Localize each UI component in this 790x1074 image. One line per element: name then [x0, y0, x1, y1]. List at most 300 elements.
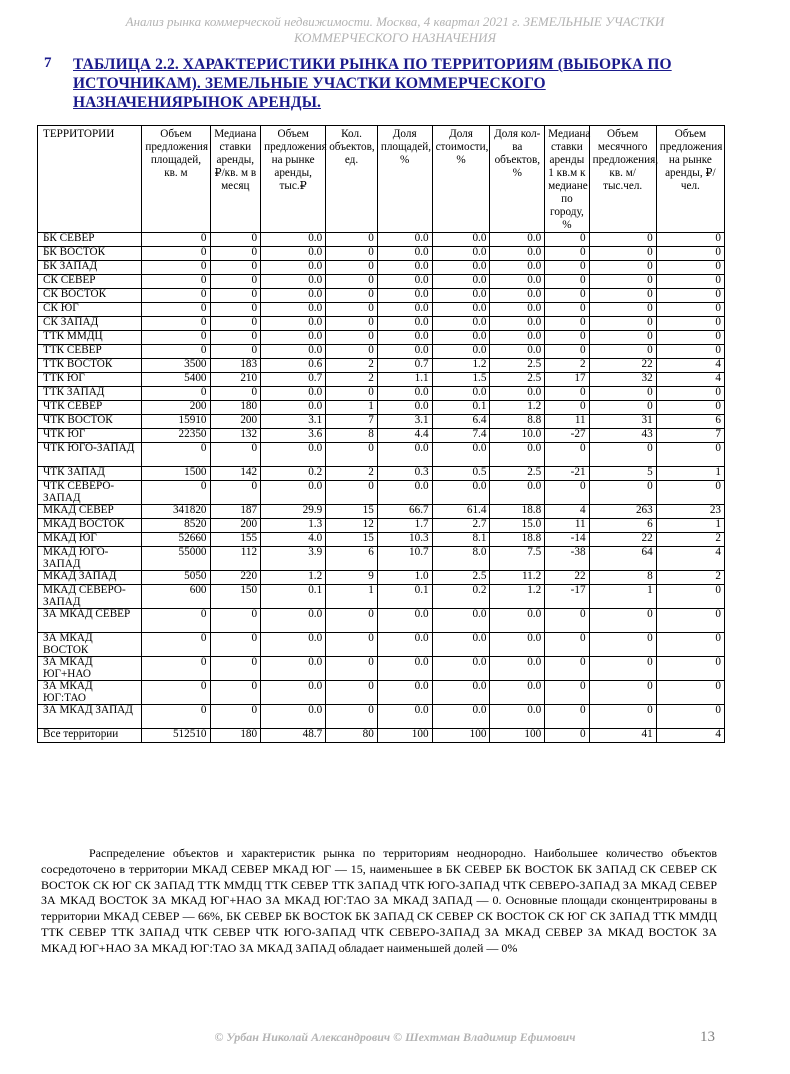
table-cell: 0 — [142, 609, 210, 633]
table-cell: 0.0 — [490, 481, 545, 505]
table-row — [38, 401, 725, 415]
table-cell: 2 — [656, 571, 724, 585]
table-cell: 0 — [142, 317, 210, 331]
table-cell: 18.8 — [490, 505, 545, 519]
table-cell: 0.0 — [377, 317, 432, 331]
territory-name-cell: ТТК ММДЦ — [38, 331, 142, 345]
table-cell: 4 — [656, 359, 724, 373]
table-cell: 0 — [326, 681, 378, 705]
table-cell: 0.0 — [261, 345, 326, 359]
table-body — [38, 233, 725, 743]
table-cell: 0.0 — [261, 247, 326, 261]
table-row — [38, 729, 725, 743]
table-row — [38, 289, 725, 303]
table-cell: 0.0 — [261, 303, 326, 317]
table-cell: 0 — [210, 481, 261, 505]
table-cell: 0.0 — [261, 681, 326, 705]
table-cell: 132 — [210, 429, 261, 443]
table-cell: 112 — [210, 547, 261, 571]
table-row — [38, 681, 725, 705]
table-cell: 7 — [656, 429, 724, 443]
table-row — [38, 359, 725, 373]
table-row — [38, 415, 725, 429]
table-cell: 0 — [545, 317, 589, 331]
table-cell: 0 — [326, 275, 378, 289]
table-cell: 0.0 — [432, 481, 490, 505]
table-cell: 0 — [589, 275, 656, 289]
table-cell: 0 — [326, 345, 378, 359]
table-cell: 0 — [656, 303, 724, 317]
territory-name-cell: БК ЗАПАД — [38, 261, 142, 275]
table-cell: 12 — [326, 519, 378, 533]
heading-title: ТАБЛИЦА 2.2. ХАРАКТЕРИСТИКИ РЫНКА ПО ТЕРРИТОРИЯМ (ВЫБОРКА ПО ИСТОЧНИКАМ). ЗЕМЕЛЬНЫЕ УЧАСТКИ КОММЕРЧЕСКОГО НАЗНАЧЕНИЯРЫНОК АРЕНДЫ. — [73, 56, 672, 111]
territory-name-cell: МКАД ЮГО-ЗАПАД — [38, 547, 142, 571]
table-cell: 0.0 — [377, 657, 432, 681]
table-cell: 0 — [326, 303, 378, 317]
table-cell: 0 — [589, 633, 656, 657]
table-cell: 43 — [589, 429, 656, 443]
table-cell: 0 — [589, 609, 656, 633]
territory-table — [37, 125, 725, 743]
table-cell: 5 — [589, 467, 656, 481]
table-cell: 0.0 — [377, 681, 432, 705]
territory-name-cell: ЧТК СЕВЕР — [38, 401, 142, 415]
territory-name-cell: ЗА МКАД ЮГ:ТАО — [38, 681, 142, 705]
table-cell: 1.2 — [432, 359, 490, 373]
table-cell: 200 — [142, 401, 210, 415]
table-cell: 0 — [142, 705, 210, 729]
table-cell: 4 — [545, 505, 589, 519]
table-cell: 80 — [326, 729, 378, 743]
table-row — [38, 275, 725, 289]
table-cell: 0 — [210, 233, 261, 247]
table-cell: 180 — [210, 729, 261, 743]
table-cell: 0.0 — [432, 317, 490, 331]
table-cell: 0.0 — [432, 345, 490, 359]
table-cell: 10.3 — [377, 533, 432, 547]
table-cell: 2.5 — [490, 467, 545, 481]
table-row — [38, 247, 725, 261]
table-cell: 0 — [210, 387, 261, 401]
table-cell: 0.0 — [261, 331, 326, 345]
table-cell: 0 — [326, 705, 378, 729]
table-cell: 0.0 — [261, 289, 326, 303]
table-cell: 0 — [656, 633, 724, 657]
table-cell: 142 — [210, 467, 261, 481]
table-cell: 0 — [545, 729, 589, 743]
table-cell: 4.0 — [261, 533, 326, 547]
table-cell: 0 — [656, 401, 724, 415]
table-cell: 0 — [326, 317, 378, 331]
table-cell: 0.5 — [432, 467, 490, 481]
table-cell: 2 — [326, 373, 378, 387]
table-cell: 0 — [656, 657, 724, 681]
table-cell: 512510 — [142, 729, 210, 743]
table-cell: 0.3 — [377, 467, 432, 481]
table-cell: 0.0 — [377, 345, 432, 359]
table-cell: 0.0 — [432, 247, 490, 261]
territory-name-cell: ЧТК СЕВЕРО-ЗАПАД — [38, 481, 142, 505]
territory-name-cell: ЧТК ЗАПАД — [38, 467, 142, 481]
table-cell: 0 — [589, 443, 656, 467]
table-cell: 0.2 — [261, 467, 326, 481]
table-cell: 10.7 — [377, 547, 432, 571]
table-row — [38, 481, 725, 505]
table-cell: 8.8 — [490, 415, 545, 429]
header-line-2: КОММЕРЧЕСКОГО НАЗНАЧЕНИЯ — [293, 30, 497, 45]
table-cell: 0 — [589, 387, 656, 401]
table-cell: 0.0 — [490, 657, 545, 681]
territory-name-cell: ЗА МКАД ЮГ+НАО — [38, 657, 142, 681]
table-cell: 0 — [545, 289, 589, 303]
table-cell: 0.0 — [432, 261, 490, 275]
table-row — [38, 261, 725, 275]
table-cell: 0.0 — [490, 609, 545, 633]
table-row — [38, 571, 725, 585]
table-cell: 0.0 — [490, 233, 545, 247]
table-cell: 22350 — [142, 429, 210, 443]
table-cell: 0 — [589, 481, 656, 505]
table-row — [38, 705, 725, 729]
table-cell: 5400 — [142, 373, 210, 387]
table-cell: 3.9 — [261, 547, 326, 571]
table-cell: 600 — [142, 585, 210, 609]
table-cell: 6 — [326, 547, 378, 571]
table-cell: 2.5 — [490, 373, 545, 387]
table-cell: 341820 — [142, 505, 210, 519]
table-cell: 0.0 — [432, 443, 490, 467]
table-cell: 0 — [326, 331, 378, 345]
table-cell: 0.0 — [261, 609, 326, 633]
table-cell: 32 — [589, 373, 656, 387]
table-cell: 0 — [589, 657, 656, 681]
table-cell: 183 — [210, 359, 261, 373]
table-cell: 1500 — [142, 467, 210, 481]
table-cell: 1.1 — [377, 373, 432, 387]
table-cell: 210 — [210, 373, 261, 387]
table-row — [38, 519, 725, 533]
table-cell: 0 — [210, 317, 261, 331]
table-cell: 0 — [142, 233, 210, 247]
table-cell: 1.7 — [377, 519, 432, 533]
table-cell: 0 — [545, 657, 589, 681]
table-cell: 1.0 — [377, 571, 432, 585]
table-cell: 0 — [326, 443, 378, 467]
table-row — [38, 443, 725, 467]
table-cell: 4 — [656, 373, 724, 387]
column-header: Объем предложения на рынке аренды, ₽/чел. — [656, 126, 724, 233]
table-cell: 1 — [656, 467, 724, 481]
table-cell: 0 — [545, 443, 589, 467]
territory-name-cell: СК СЕВЕР — [38, 275, 142, 289]
territory-name-cell: МКАД СЕВЕРО-ЗАПАД — [38, 585, 142, 609]
table-cell: 0 — [326, 633, 378, 657]
territory-name-cell: ТТК СЕВЕР — [38, 345, 142, 359]
column-header: Медиана ставки аренды, ₽/кв. м в месяц — [210, 126, 261, 233]
table-cell: 7.4 — [432, 429, 490, 443]
table-cell: 0 — [142, 481, 210, 505]
column-header: Медиана ставки аренды 1 кв.м к медиане по городу, % — [545, 126, 589, 233]
table-cell: 0.0 — [377, 303, 432, 317]
table-row — [38, 317, 725, 331]
table-cell: 15 — [326, 533, 378, 547]
table-cell: 0 — [589, 261, 656, 275]
table-cell: 15 — [326, 505, 378, 519]
table-cell: 187 — [210, 505, 261, 519]
table-cell: 0 — [589, 247, 656, 261]
table-cell: 3.1 — [377, 415, 432, 429]
table-cell: 0.0 — [490, 317, 545, 331]
table-cell: 0.0 — [490, 443, 545, 467]
table-cell: -21 — [545, 467, 589, 481]
table-cell: 0.0 — [490, 387, 545, 401]
table-cell: 0.0 — [261, 705, 326, 729]
territory-name-cell: ЗА МКАД ВОСТОК — [38, 633, 142, 657]
table-cell: 0.6 — [261, 359, 326, 373]
table-cell: 15910 — [142, 415, 210, 429]
column-header: Объем предложения площадей, кв. м — [142, 126, 210, 233]
territory-name-cell: МКАД ЗАПАД — [38, 571, 142, 585]
table-cell: 9 — [326, 571, 378, 585]
table-row — [38, 467, 725, 481]
table-cell: 0.0 — [490, 345, 545, 359]
table-cell: 0 — [656, 585, 724, 609]
table-cell: -17 — [545, 585, 589, 609]
table-cell: 0.0 — [377, 481, 432, 505]
territory-name-cell: ЧТК ЮГО-ЗАПАД — [38, 443, 142, 467]
table-cell: 0 — [589, 331, 656, 345]
table-row — [38, 547, 725, 571]
table-cell: 0.0 — [490, 705, 545, 729]
table-cell: 2.5 — [432, 571, 490, 585]
table-cell: 0.0 — [432, 387, 490, 401]
column-header: Объем месячного предложения, кв. м/ тыс.чел. — [589, 126, 656, 233]
page-footer: © Урбан Николай Александрович © Шехтман Владимир Ефимович — [214, 1030, 576, 1044]
table-cell: 0 — [589, 681, 656, 705]
table-cell: 0 — [656, 681, 724, 705]
table-cell: 0.0 — [490, 681, 545, 705]
table-cell: 0 — [326, 261, 378, 275]
table-cell: 0 — [589, 345, 656, 359]
table-cell: 1 — [326, 585, 378, 609]
territory-name-cell: ТТК ЮГ — [38, 373, 142, 387]
table-cell: 0.1 — [377, 585, 432, 609]
table-cell: 0.0 — [432, 633, 490, 657]
table-cell: 1.3 — [261, 519, 326, 533]
table-cell: 200 — [210, 415, 261, 429]
table-cell: 0 — [142, 681, 210, 705]
table-cell: 15.0 — [490, 519, 545, 533]
page-header — [0, 14, 790, 46]
table-cell: 0.0 — [432, 705, 490, 729]
table-cell: 18.8 — [490, 533, 545, 547]
table-cell: 0 — [656, 261, 724, 275]
table-cell: 0.7 — [261, 373, 326, 387]
table-cell: 0.0 — [377, 261, 432, 275]
table-cell: 0.0 — [377, 275, 432, 289]
table-cell: 4 — [656, 729, 724, 743]
table-cell: 0.0 — [432, 275, 490, 289]
table-cell: 0 — [545, 481, 589, 505]
table-cell: 0 — [545, 303, 589, 317]
table-cell: 0.0 — [377, 247, 432, 261]
table-cell: 0 — [142, 261, 210, 275]
table-cell: 29.9 — [261, 505, 326, 519]
table-cell: 31 — [589, 415, 656, 429]
table-cell: 0 — [210, 609, 261, 633]
column-header: Доля кол-ва объектов, % — [490, 126, 545, 233]
table-cell: 6 — [589, 519, 656, 533]
table-cell: 0.0 — [432, 609, 490, 633]
table-cell: 150 — [210, 585, 261, 609]
table-cell: 0 — [142, 387, 210, 401]
table-cell: 1.5 — [432, 373, 490, 387]
table-cell: 0.0 — [432, 331, 490, 345]
table-cell: 0 — [545, 247, 589, 261]
table-cell: 0 — [656, 289, 724, 303]
table-cell: 0.0 — [490, 275, 545, 289]
table-cell: 0 — [142, 303, 210, 317]
table-cell: 2 — [326, 359, 378, 373]
table-cell: 0.0 — [432, 303, 490, 317]
table-cell: 0 — [656, 705, 724, 729]
table-cell: 0 — [326, 657, 378, 681]
header-line-1: Анализ рынка коммерческой недвижимости. Москва, 4 квартал 2021 г. ЗЕМЕЛЬНЫЕ УЧАСТКИ — [125, 14, 665, 29]
summary-paragraph — [41, 846, 717, 957]
table-cell: 41 — [589, 729, 656, 743]
table-cell: 4 — [656, 547, 724, 571]
table-cell: 2 — [656, 533, 724, 547]
table-cell: 0 — [210, 443, 261, 467]
table-row — [38, 657, 725, 681]
table-cell: 0 — [545, 233, 589, 247]
table-row — [38, 633, 725, 657]
table-cell: 11 — [545, 519, 589, 533]
table-cell: 11.2 — [490, 571, 545, 585]
table-cell: 0.2 — [432, 585, 490, 609]
table-cell: 0 — [656, 247, 724, 261]
territory-name-cell: ЗА МКАД СЕВЕР — [38, 609, 142, 633]
table-cell: 3500 — [142, 359, 210, 373]
table-cell: 0 — [210, 275, 261, 289]
table-cell: 0 — [656, 387, 724, 401]
table-row — [38, 233, 725, 247]
table-cell: 1 — [656, 519, 724, 533]
table-row — [38, 533, 725, 547]
page-number: 13 — [700, 1029, 715, 1045]
table-cell: 263 — [589, 505, 656, 519]
table-row — [38, 303, 725, 317]
table-cell: 0 — [142, 633, 210, 657]
table-cell: -14 — [545, 533, 589, 547]
table-cell: 7.5 — [490, 547, 545, 571]
table-cell: 0 — [326, 289, 378, 303]
table-cell: 0.0 — [377, 401, 432, 415]
table-header-row — [38, 126, 725, 233]
table-cell: 0 — [210, 261, 261, 275]
table-cell: 100 — [490, 729, 545, 743]
table-cell: 0 — [545, 275, 589, 289]
table-cell: 0 — [656, 481, 724, 505]
table-cell: 8520 — [142, 519, 210, 533]
table-cell: 64 — [589, 547, 656, 571]
table-cell: 2 — [326, 467, 378, 481]
table-cell: 0.0 — [261, 387, 326, 401]
table-cell: 0 — [656, 443, 724, 467]
territory-name-cell: МКАД ЮГ — [38, 533, 142, 547]
table-cell: 0 — [545, 609, 589, 633]
table-cell: 0 — [326, 387, 378, 401]
table-cell: 1.2 — [490, 401, 545, 415]
table-cell: 0 — [210, 681, 261, 705]
table-cell: 220 — [210, 571, 261, 585]
table-cell: 0 — [656, 275, 724, 289]
table-cell: 0 — [656, 317, 724, 331]
table-cell: 0.0 — [261, 481, 326, 505]
table-cell: 0.0 — [432, 233, 490, 247]
table-cell: 0.0 — [377, 233, 432, 247]
table-cell: 0 — [545, 345, 589, 359]
table-cell: 0 — [545, 401, 589, 415]
territory-name-cell: БК ВОСТОК — [38, 247, 142, 261]
table-cell: 0.0 — [377, 443, 432, 467]
table-cell: 0.0 — [490, 331, 545, 345]
table-cell: 22 — [589, 359, 656, 373]
table-cell: 180 — [210, 401, 261, 415]
table-cell: 0 — [326, 233, 378, 247]
table-cell: 0 — [545, 681, 589, 705]
column-header: Кол. объектов, ед. — [326, 126, 378, 233]
table-cell: 0.0 — [432, 657, 490, 681]
table-cell: 0 — [326, 247, 378, 261]
table-cell: 0 — [142, 345, 210, 359]
table-cell: 11 — [545, 415, 589, 429]
table-cell: 6 — [656, 415, 724, 429]
table-cell: 0 — [545, 261, 589, 275]
table-cell: 2.5 — [490, 359, 545, 373]
territory-name-cell: МКАД ВОСТОК — [38, 519, 142, 533]
table-cell: 1.2 — [261, 571, 326, 585]
column-header: ТЕРРИТОРИИ — [38, 126, 142, 233]
table-cell: 0 — [656, 233, 724, 247]
table-cell: 0.0 — [377, 633, 432, 657]
table-cell: 48.7 — [261, 729, 326, 743]
table-cell: 55000 — [142, 547, 210, 571]
table-cell: 0.0 — [261, 401, 326, 415]
table-cell: 0 — [656, 609, 724, 633]
table-cell: 0.0 — [490, 303, 545, 317]
table-cell: 0.0 — [261, 443, 326, 467]
table-row — [38, 585, 725, 609]
table-cell: 155 — [210, 533, 261, 547]
table-cell: 0 — [589, 289, 656, 303]
table-cell: 23 — [656, 505, 724, 519]
territory-name-cell: ТТК ВОСТОК — [38, 359, 142, 373]
table-cell: 0.0 — [432, 289, 490, 303]
table-row — [38, 429, 725, 443]
column-header: Доля стоимости, % — [432, 126, 490, 233]
table-cell: 0.0 — [377, 609, 432, 633]
table-cell: 0.0 — [490, 633, 545, 657]
table-cell: 0.0 — [261, 275, 326, 289]
table-cell: 0.0 — [261, 261, 326, 275]
table-cell: 10.0 — [490, 429, 545, 443]
table-cell: 2.7 — [432, 519, 490, 533]
table-cell: 0 — [142, 247, 210, 261]
table-cell: 0 — [142, 331, 210, 345]
table-cell: 0.1 — [261, 585, 326, 609]
table-cell: 0.0 — [490, 261, 545, 275]
